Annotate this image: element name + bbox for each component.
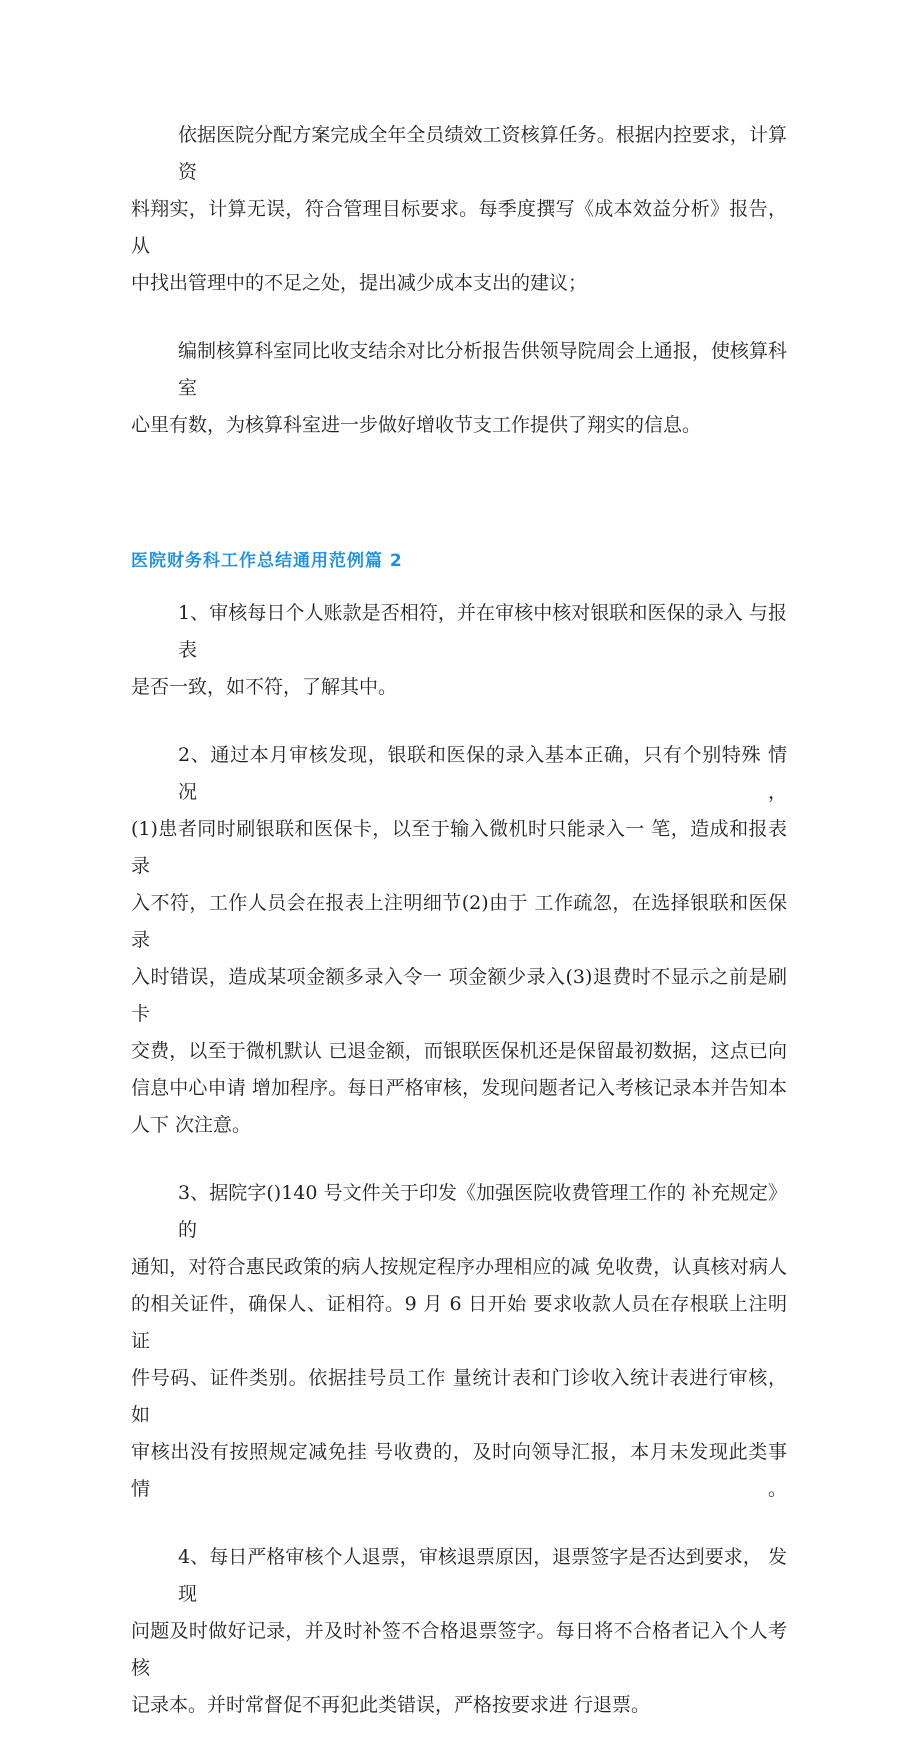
- text-line: 人下 次注意。: [131, 1114, 252, 1136]
- text-line: 是否一致，如不符，了解其中。: [131, 676, 398, 698]
- text-line: 3、据院字()140 号文件关于印发《加强医院收费管理工作的 补充规定》的: [178, 1182, 787, 1241]
- text-line: 入时错误，造成某项金额多录入令一 项金额少录入(3)退费时不显示之前是刷卡: [131, 966, 787, 1025]
- text-line: 依据医院分配方案完成全年全员绩效工资核算任务。根据内控要求，计算资: [178, 124, 787, 183]
- text-line: 入不符，工作人员会在报表上注明细节(2)由于 工作疏忽，在选择银联和医保录: [131, 892, 787, 951]
- paragraph: [131, 1539, 787, 1724]
- intro-section: [131, 117, 787, 444]
- text-line: 审核出没有按照规定减免挂 号收费的，及时向领导汇报，本月未发现此类事情。: [131, 1441, 787, 1500]
- text-line: 信息中心申请 增加程序。每日严格审核，发现问题者记入考核记录本并告知本: [131, 1077, 787, 1099]
- text-line: 记录本。并时常督促不再犯此类错误，严格按要求进 行退票。: [131, 1694, 651, 1716]
- paragraph: [131, 737, 787, 1144]
- text-line: (1)患者同时刷银联和医保卡，以至于输入微机时只能录入一 笔，造成和报表录: [131, 818, 787, 877]
- section-heading: 医院财务科工作总结通用范例篇 2: [131, 551, 403, 571]
- paragraph: [131, 117, 787, 302]
- text-line: 交费，以至于微机默认 已退金额，而银联医保机还是保留最初数据，这点已向: [131, 1040, 787, 1062]
- text-line: 件号码、证件类别。依据挂号员工作 量统计表和门诊收入统计表进行审核， 如: [131, 1367, 787, 1426]
- text-line: 中找出管理中的不足之处，提出减少成本支出的建议；: [131, 272, 588, 294]
- text-line: 编制核算科室同比收支结余对比分析报告供领导院周会上通报，使核算科室: [178, 340, 787, 399]
- text-line: 2、通过本月审核发现，银联和医保的录入基本正确，只有个别特殊 情况，: [178, 744, 787, 803]
- text-line: 通知，对符合惠民政策的病人按规定程序办理相应的减 免收费，认真核对病人: [131, 1256, 787, 1278]
- text-line: 料翔实，计算无误，符合管理目标要求。每季度撰写《成本效益分析》报告，从: [131, 198, 787, 257]
- text-line: 问题及时做好记录，并及时补签不合格退票签字。每日将不合格者记入个人考核: [131, 1620, 787, 1679]
- body-section: [131, 595, 787, 1724]
- paragraph: [131, 333, 787, 444]
- text-line: 4、每日严格审核个人退票，审核退票原因，退票签字是否达到要求， 发现: [178, 1546, 787, 1605]
- paragraph: [131, 595, 787, 706]
- text-line: 1、审核每日个人账款是否相符，并在审核中核对银联和医保的录入 与报表: [178, 602, 787, 661]
- paragraph: [131, 1175, 787, 1508]
- text-line: 心里有数，为核算科室进一步做好增收节支工作提供了翔实的信息。: [131, 414, 702, 436]
- text-line: 的相关证件，确保人、证相符。9 月 6 日开始 要求收款人员在存根联上注明证: [131, 1293, 787, 1352]
